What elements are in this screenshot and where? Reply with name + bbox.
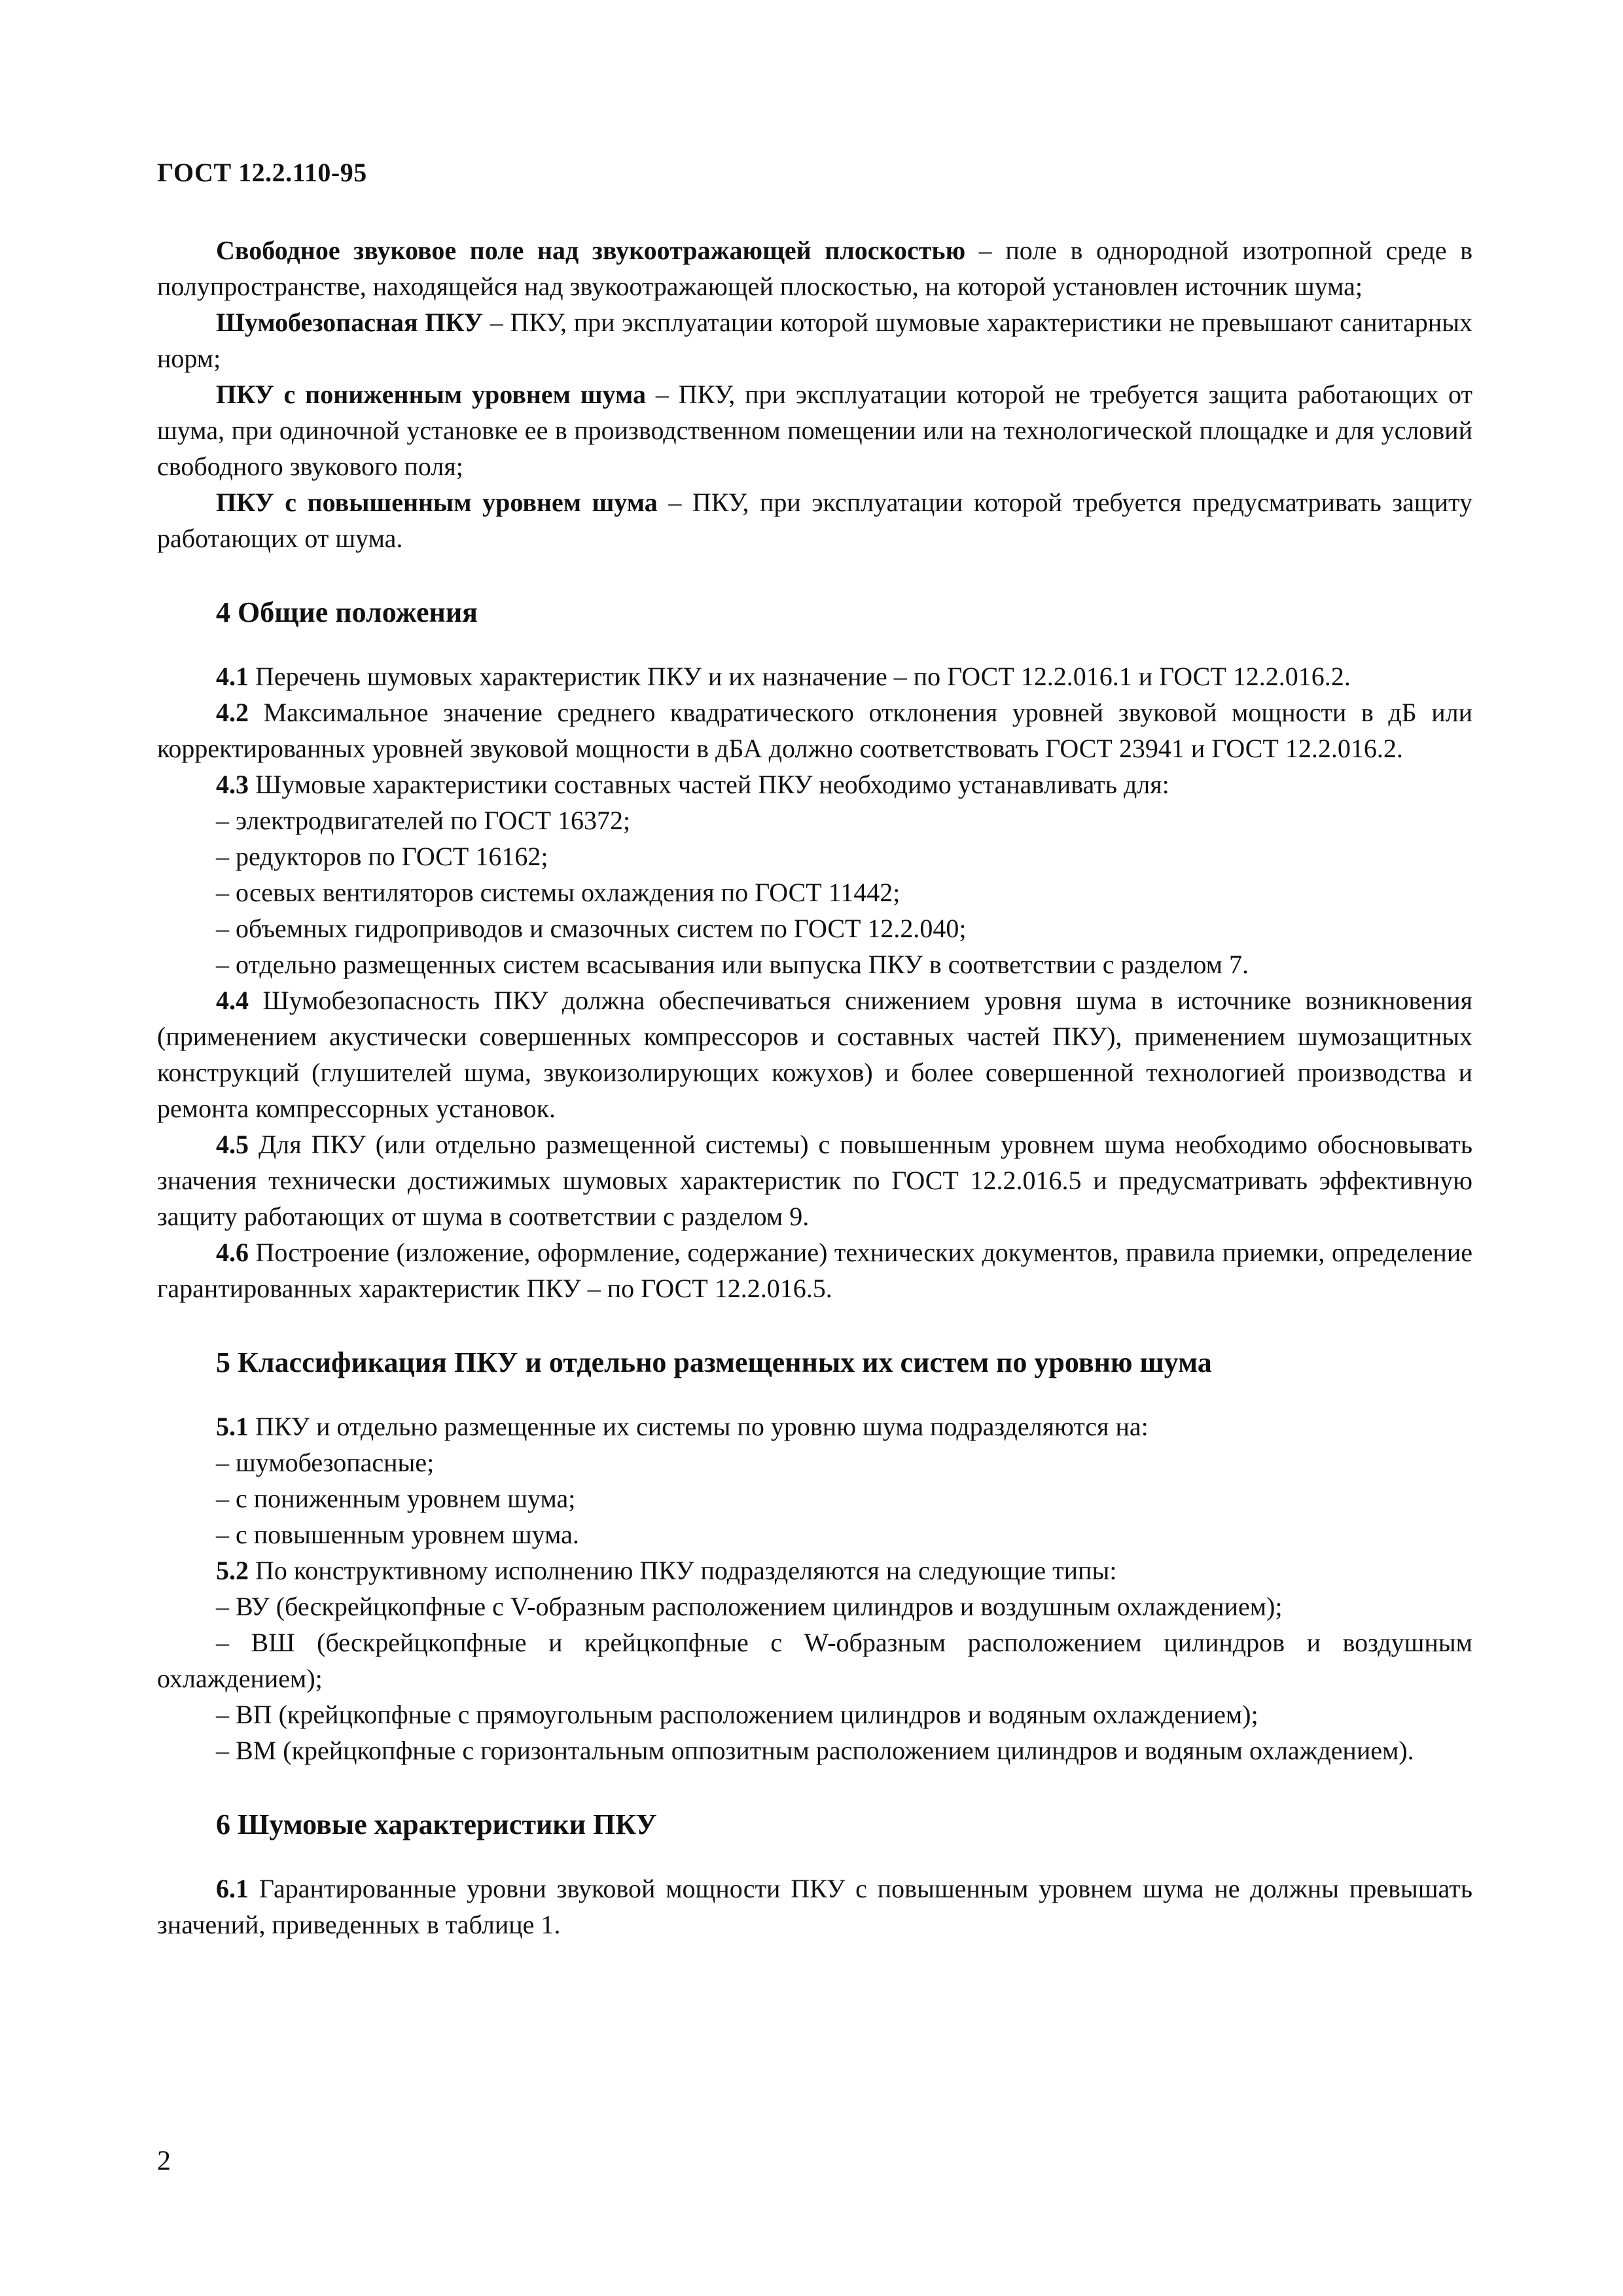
clause-number: 4.4	[216, 986, 249, 1015]
definition-text: – поле в однородной изотропной среде в полупространстве, находящейся над звукоотражающей плоскостью, на которой установлен источник шума;	[157, 236, 1473, 301]
clause-number: 5.1	[216, 1412, 249, 1441]
clause-number: 5.2	[216, 1556, 249, 1585]
definition-term: Шумобезопасная ПКУ	[216, 308, 484, 337]
section-heading: 5 Классификация ПКУ и отдельно размещенных их систем по уровню шума	[216, 1346, 1212, 1378]
list-item: – отдельно размещенных систем всасывания или выпуска ПКУ в соответствии с разделом 7.	[216, 950, 1249, 979]
clause-text: Шумовые характеристики составных частей ПКУ необходимо устанавливать для:	[249, 770, 1169, 799]
list-item: – объемных гидроприводов и смазочных систем по ГОСТ 12.2.040;	[216, 914, 967, 943]
clause-number: 4.1	[216, 662, 249, 691]
definition-paragraph	[157, 304, 1472, 376]
clause-paragraph	[157, 1408, 1472, 1444]
clause-paragraph	[157, 766, 1472, 802]
section-heading: 6 Шумовые характеристики ПКУ	[216, 1808, 657, 1840]
definition-text: – ПКУ, при эксплуатации которой требуется предусматривать защиту работающих от шума.	[157, 488, 1472, 553]
page-content	[157, 232, 1472, 1943]
clause-paragraph	[157, 982, 1472, 1126]
list-item: – ВМ (крейцкопфные с горизонтальным оппозитным расположением цилиндров и водяным охлаждением).	[216, 1736, 1414, 1765]
clause-paragraph	[157, 658, 1472, 694]
clause-paragraph	[157, 1552, 1472, 1588]
running-header: ГОСТ 12.2.110-95	[157, 158, 367, 187]
clause-number: 6.1	[216, 1874, 249, 1903]
clause-number: 4.6	[216, 1238, 249, 1267]
definition-term: ПКУ с пониженным уровнем шума	[216, 380, 646, 409]
definition-term: Свободное звуковое поле над звукоотражающей плоскостью	[216, 236, 966, 265]
clause-text: Гарантированные уровни звуковой мощности ПКУ с повышенным уровнем шума не должны превышать значений, приведенных в таблице 1.	[157, 1874, 1472, 1939]
list-item: – ВП (крейцкопфные с прямоугольным расположением цилиндров и водяным охлаждением);	[216, 1700, 1258, 1729]
clause-text: Для ПКУ (или отдельно размещенной системы) с повышенным уровнем шума необходимо обосновывать значения технически достижимых шумовых характеристик по ГОСТ 12.2.016.5 и предусматривать эффективную защиту работающих от шума в соответствии с разделом 9.	[157, 1130, 1472, 1231]
clause-text: Максимальное значение среднего квадратического отклонения уровней звуковой мощности в дБ или корректированных уровней звуковой мощности в дБА должно соответствовать ГОСТ 23941 и ГОСТ 12.2.016.2.	[157, 698, 1472, 763]
clause-text: Перечень шумовых характеристик ПКУ и их назначение – по ГОСТ 12.2.016.1 и ГОСТ 12.2.016.2.	[249, 662, 1351, 691]
list-item: – ВШ (бескрейцкопфные и крейцкопфные с W-образным расположением цилиндров и воздушным охлаждением);	[157, 1628, 1472, 1693]
section-heading: 4 Общие положения	[216, 596, 478, 628]
definition-paragraph	[157, 376, 1472, 484]
definition-paragraph	[157, 232, 1472, 304]
clause-paragraph	[157, 1126, 1472, 1234]
page-number: 2	[157, 2146, 171, 2176]
clause-text: Шумобезопасность ПКУ должна обеспечиваться снижением уровня шума в источнике возникновения (применением акустически совершенных компрессоров и составных частей ПКУ), применением шумозащитных конструкций (глушителей шума, звукоизолирующих кожухов) и более совершенной технологией производства и ремонта компрессорных установок.	[157, 986, 1472, 1123]
clause-number: 4.3	[216, 770, 249, 799]
list-item: – с пониженным уровнем шума;	[216, 1484, 576, 1513]
list-item: – шумобезопасные;	[216, 1448, 435, 1477]
clause-paragraph	[157, 1234, 1472, 1306]
definition-term: ПКУ с повышенным уровнем шума	[216, 488, 658, 517]
list-item: – электродвигателей по ГОСТ 16372;	[216, 806, 631, 835]
clause-text: ПКУ и отдельно размещенные их системы по уровню шума подразделяются на:	[249, 1412, 1149, 1441]
list-item: – осевых вентиляторов системы охлаждения по ГОСТ 11442;	[216, 878, 901, 907]
clause-paragraph	[157, 1871, 1472, 1943]
definition-text: – ПКУ, при эксплуатации которой шумовые характеристики не превышают санитарных норм;	[157, 308, 1472, 373]
list-item: – редукторов по ГОСТ 16162;	[216, 842, 548, 871]
clause-number: 4.2	[216, 698, 249, 727]
list-item: – ВУ (бескрейцкопфные с V-образным расположением цилиндров и воздушным охлаждением);	[216, 1592, 1283, 1621]
list-item: – с повышенным уровнем шума.	[216, 1520, 579, 1549]
clause-number: 4.5	[216, 1130, 249, 1159]
clause-text: По конструктивному исполнению ПКУ подразделяются на следующие типы:	[249, 1556, 1117, 1585]
clause-paragraph	[157, 694, 1472, 766]
definition-paragraph	[157, 484, 1472, 556]
clause-text: Построение (изложение, оформление, содержание) технических документов, правила приемки, определение гарантированных характеристик ПКУ – по ГОСТ 12.2.016.5.	[157, 1238, 1472, 1303]
definition-text: – ПКУ, при эксплуатации которой не требуется защита работающих от шума, при одиночной установке ее в производственном помещении или на технологической площадке и для условий свободного звукового поля;	[157, 380, 1473, 481]
